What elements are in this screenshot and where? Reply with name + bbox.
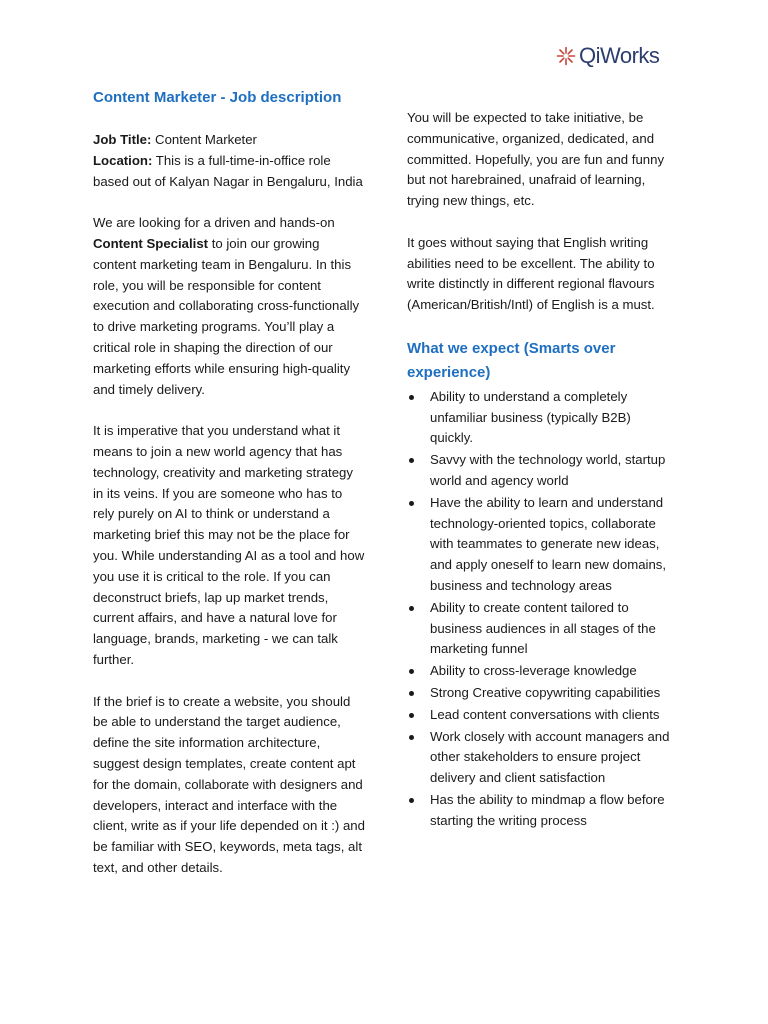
location-label: Location: bbox=[93, 152, 153, 168]
job-title-value: Content Marketer bbox=[151, 132, 257, 147]
logo-text: QiWorks bbox=[579, 43, 660, 68]
list-item-text: Have the ability to learn and understand technology-oriented topics, collaborate with teammates to generate new ideas, and apply oneself to learn new domains, business and technology areas bbox=[430, 494, 667, 593]
imperative-paragraph: It is imperative that you understand what it means to join a new world agency that has technology, creativity and marketing strategy in its veins. If you are someone who has to rely purely on AI to think or understand a marketing brief this may not be the place for you. While understanding AI as a tool and how you use it is critical to the role. If you can deconstruct briefs, lap up market trends, current affairs, and have a natural love for language, brands, marketing - we can talk further. bbox=[93, 423, 365, 667]
list-item bbox=[407, 705, 677, 726]
bullet-icon bbox=[409, 691, 414, 696]
list-item bbox=[407, 727, 677, 789]
list-item-text: Has the ability to mindmap a flow before starting the writing process bbox=[430, 791, 665, 828]
intro-paragraph bbox=[93, 213, 365, 400]
list-item-text: Ability to cross-leverage knowledge bbox=[430, 663, 637, 679]
intro-text-end: to join our growing content marketing team in Bengaluru. In this role, you will be responsible for content execution and collaborating cross-functionally to drive marketing programs. You’ll play a critical role in shaping the direction of our marketing efforts while ensuring high-quality and timely delivery. bbox=[93, 235, 360, 397]
bullet-icon bbox=[409, 606, 414, 611]
list-item bbox=[407, 493, 677, 597]
website-paragraph: If the brief is to create a website, you should be able to understand the target audience, define the site information architecture, suggest design templates, create content apt for the domain, collaborate with designers and developers, interact and interface with the client, write as if your life depended on it :) and be familiar with SEO, keywords, meta tags, alt text, and other details. bbox=[93, 693, 365, 875]
list-item-text: Strong Creative copywriting capabilities bbox=[430, 684, 661, 700]
list-item-text: Savvy with the technology world, startup world and agency world bbox=[430, 452, 666, 488]
initiative-paragraph: You will be expected to take initiative, be communicative, organized, dedicated, and committed. Hopefully, you are fun and funny but not harebrained, unafraid of learning, trying new things, etc. bbox=[407, 110, 665, 209]
qiworks-asterisk-icon bbox=[556, 46, 576, 66]
list-item-text: Work closely with account managers and other stakeholders to ensure project delivery and client satisfaction bbox=[430, 728, 670, 786]
list-item bbox=[407, 661, 677, 682]
intro-role-name: Content Specialist bbox=[93, 235, 209, 251]
right-column bbox=[407, 108, 677, 833]
bullet-icon bbox=[409, 798, 414, 803]
expectations-list bbox=[407, 387, 677, 832]
location-line bbox=[93, 151, 365, 193]
left-column bbox=[93, 88, 365, 899]
list-item bbox=[407, 598, 677, 660]
bullet-icon bbox=[409, 501, 414, 506]
list-item bbox=[407, 683, 677, 704]
bullet-icon bbox=[409, 395, 414, 400]
english-paragraph: It goes without saying that English writing abilities need to be excellent. The ability to write distinctly in different regional flavours (American/British/Intl) of English is a must. bbox=[407, 234, 655, 313]
job-title-line bbox=[93, 130, 365, 151]
list-item bbox=[407, 450, 677, 492]
list-item-text: Lead content conversations with clients bbox=[430, 706, 660, 722]
list-item-text: Ability to understand a completely unfamiliar business (typically B2B) quickly. bbox=[430, 388, 631, 446]
bullet-icon bbox=[409, 669, 414, 674]
intro-text-start: We are looking for a driven and hands-on bbox=[93, 215, 335, 231]
bullet-icon bbox=[409, 458, 414, 463]
expectations-heading: What we expect (Smarts over experience) bbox=[407, 339, 616, 381]
location-value: This is a full-time-in-office role based out of Kalyan Nagar in Bengaluru, India bbox=[93, 152, 363, 189]
company-logo bbox=[556, 42, 659, 70]
list-item-text: Ability to create content tailored to business audiences in all stages of the marketing funnel bbox=[430, 599, 656, 657]
list-item bbox=[407, 790, 677, 832]
job-title-label: Job Title: bbox=[93, 132, 152, 147]
bullet-icon bbox=[409, 735, 414, 740]
list-item bbox=[407, 387, 677, 449]
page-title: Content Marketer - Job description bbox=[93, 89, 342, 106]
bullet-icon bbox=[409, 713, 414, 718]
